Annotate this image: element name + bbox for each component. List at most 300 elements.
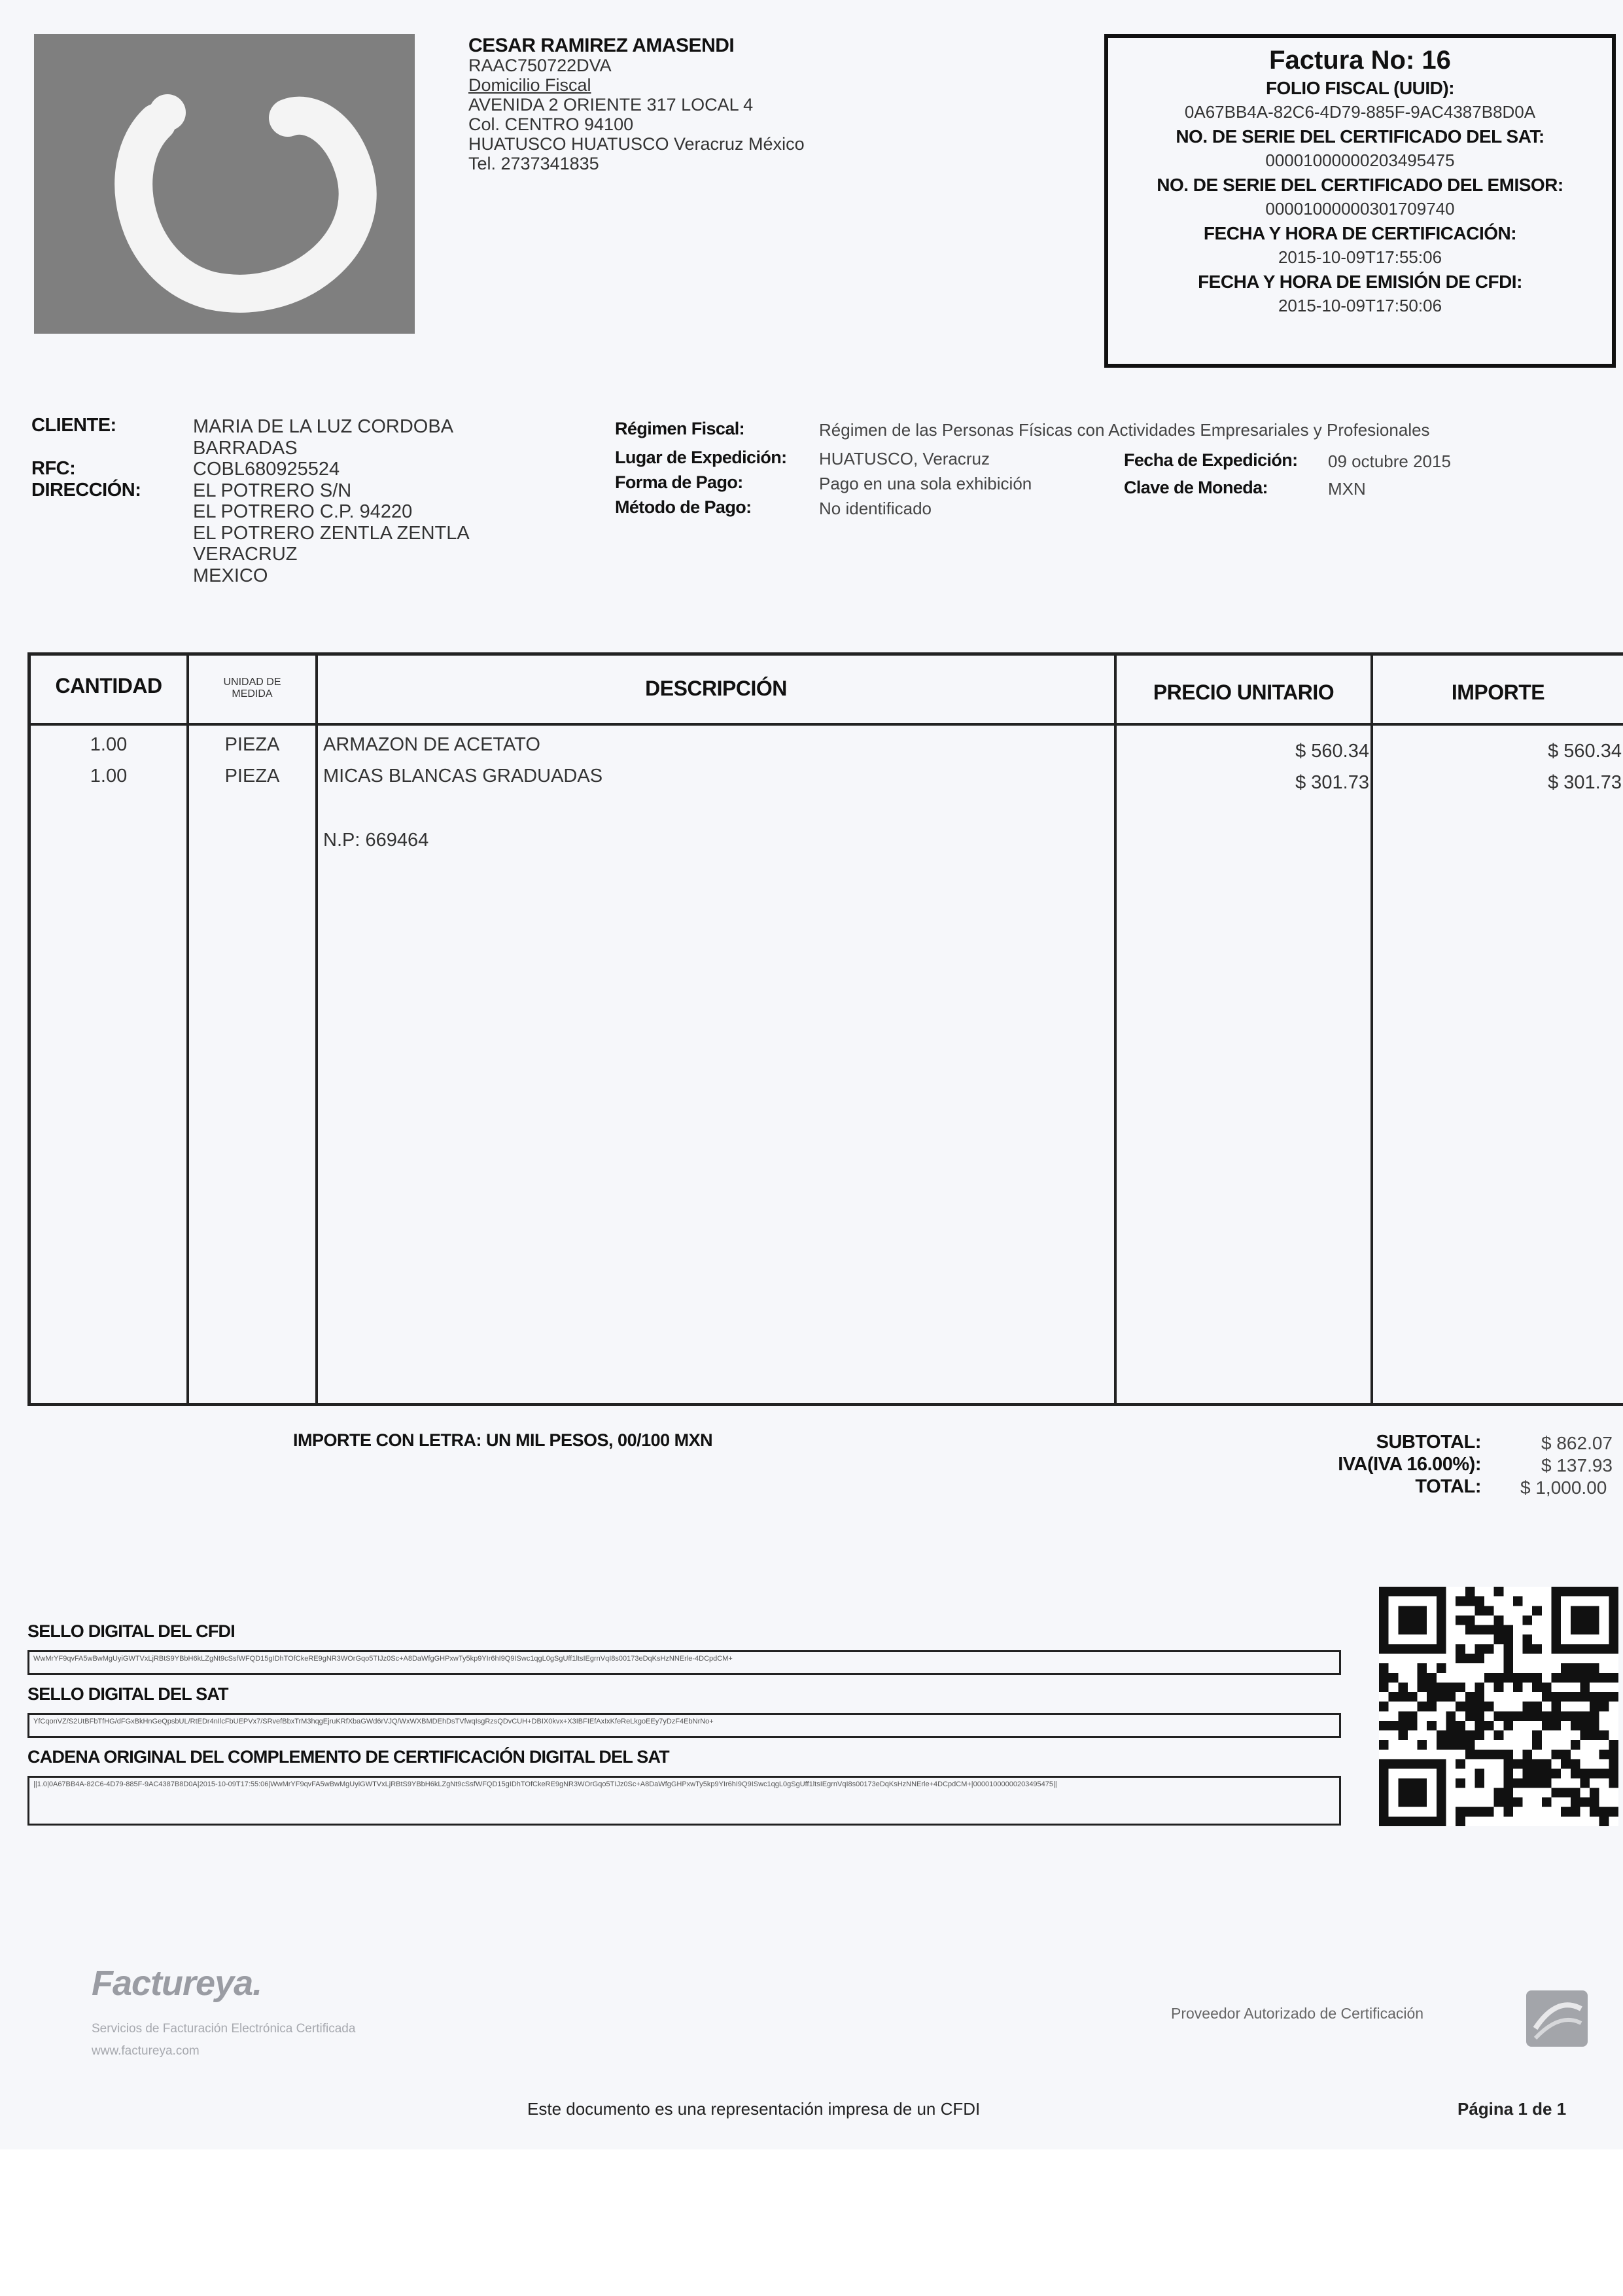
- qr-module: [1484, 1702, 1494, 1712]
- qr-module: [1542, 1692, 1552, 1702]
- qr-module: [1418, 1788, 1427, 1797]
- qr-module: [1475, 1692, 1484, 1702]
- qr-module: [1542, 1711, 1552, 1721]
- qr-module: [1408, 1644, 1418, 1654]
- qr-module: [1571, 1673, 1580, 1683]
- row1-unidad: PIEZA: [224, 734, 280, 755]
- folio-label: FOLIO FISCAL (UUID):: [1265, 78, 1455, 98]
- qr-module: [1408, 1625, 1418, 1635]
- direccion-label: DIRECCIÓN:: [31, 480, 141, 501]
- emitter-info: [468, 36, 952, 173]
- qr-module: [1398, 1587, 1408, 1597]
- qr-module: [1456, 1807, 1465, 1817]
- qr-module: [1437, 1663, 1446, 1673]
- qr-module: [1484, 1807, 1494, 1817]
- qr-module: [1494, 1616, 1504, 1625]
- qr-module: [1456, 1759, 1465, 1769]
- header-unidad-line1: UNIDAD DE: [223, 677, 281, 688]
- factureya-tagline: Servicios de Facturación Electrónica Certificada: [92, 2022, 356, 2036]
- qr-module: [1389, 1692, 1399, 1702]
- qr-module: [1475, 1653, 1484, 1663]
- qr-module: [1532, 1731, 1542, 1740]
- qr-module: [1532, 1740, 1542, 1750]
- qr-code: [1379, 1587, 1618, 1826]
- qr-module: [1523, 1711, 1533, 1721]
- qr-module: [1456, 1721, 1465, 1731]
- qr-module: [1552, 1788, 1562, 1797]
- header-precio: PRECIO UNITARIO: [1153, 680, 1335, 704]
- page-number: Página 1 de 1: [1457, 2099, 1567, 2119]
- qr-module: [1475, 1731, 1484, 1740]
- qr-module: [1503, 1625, 1513, 1635]
- row1-precio: $ 560.34: [1295, 741, 1369, 762]
- qr-module: [1465, 1702, 1475, 1712]
- qr-module: [1590, 1673, 1599, 1683]
- rfc-label: RFC:: [31, 458, 76, 479]
- qr-module: [1437, 1644, 1446, 1654]
- qr-module: [1561, 1807, 1571, 1817]
- col-divider: [1370, 652, 1373, 1406]
- col-divider: [315, 652, 318, 1406]
- qr-module: [1561, 1750, 1571, 1759]
- qr-module: [1571, 1797, 1580, 1807]
- row2-unidad: PIEZA: [224, 766, 280, 786]
- qr-module: [1418, 1587, 1427, 1597]
- qr-module: [1408, 1759, 1418, 1769]
- qr-module: [1418, 1616, 1427, 1625]
- emitter-name: CESAR RAMIREZ AMASENDI: [468, 35, 735, 56]
- qr-module: [1523, 1616, 1533, 1625]
- qr-module: [1513, 1673, 1523, 1683]
- qr-module: [1379, 1634, 1389, 1644]
- qr-module: [1552, 1721, 1562, 1731]
- sello-sat-label: SELLO DIGITAL DEL SAT: [27, 1684, 228, 1704]
- qr-module: [1580, 1644, 1590, 1654]
- emitter-rfc: RAAC750722DVA: [468, 56, 612, 75]
- qr-module: [1427, 1587, 1437, 1597]
- qr-module: [1398, 1797, 1408, 1807]
- qr-module: [1580, 1625, 1590, 1635]
- row2-precio: $ 301.73: [1295, 772, 1369, 793]
- qr-module: [1590, 1721, 1599, 1731]
- qr-module: [1503, 1807, 1513, 1817]
- qr-module: [1599, 1807, 1609, 1817]
- qr-module: [1408, 1616, 1418, 1625]
- importe-letra-value: UN MIL PESOS, 00/100 MXN: [486, 1430, 713, 1450]
- emitter-address-3: HUATUSCO HUATUSCO Veracruz México: [468, 134, 805, 154]
- qr-module: [1561, 1711, 1571, 1721]
- lugar-value: HUATUSCO, Veracruz: [819, 449, 990, 468]
- qr-module: [1599, 1816, 1609, 1826]
- header-descripcion: DESCRIPCIÓN: [645, 677, 787, 700]
- qr-module: [1503, 1711, 1513, 1721]
- qr-module: [1408, 1606, 1418, 1616]
- qr-module: [1590, 1663, 1599, 1673]
- qr-module: [1561, 1673, 1571, 1683]
- qr-module: [1379, 1616, 1389, 1625]
- qr-module: [1571, 1616, 1580, 1625]
- qr-module: [1523, 1702, 1533, 1712]
- qr-module: [1475, 1644, 1484, 1654]
- qr-module: [1513, 1759, 1523, 1769]
- qr-module: [1571, 1759, 1580, 1769]
- qr-module: [1456, 1778, 1465, 1788]
- forma-pago-value: Pago en una sola exhibición: [819, 474, 1032, 493]
- qr-module: [1561, 1644, 1571, 1654]
- qr-module: [1590, 1692, 1599, 1702]
- qr-module: [1552, 1673, 1562, 1683]
- qr-module: [1513, 1682, 1523, 1692]
- qr-module: [1580, 1616, 1590, 1625]
- qr-module: [1379, 1644, 1389, 1654]
- qr-module: [1427, 1721, 1437, 1731]
- qr-module: [1552, 1769, 1562, 1778]
- qr-module: [1456, 1653, 1465, 1663]
- qr-module: [1418, 1625, 1427, 1635]
- client-info: [193, 416, 585, 586]
- qr-module: [1398, 1644, 1408, 1654]
- qr-module: [1408, 1711, 1418, 1721]
- qr-module: [1484, 1644, 1494, 1654]
- qr-module: [1552, 1634, 1562, 1644]
- row2-cantidad: 1.00: [90, 766, 128, 786]
- qr-module: [1552, 1606, 1562, 1616]
- qr-module: [1494, 1731, 1504, 1740]
- qr-module: [1580, 1673, 1590, 1683]
- qr-module: [1503, 1673, 1513, 1683]
- total-value: $ 1,000.00: [1520, 1477, 1607, 1498]
- qr-module: [1552, 1625, 1562, 1635]
- qr-module: [1599, 1750, 1609, 1759]
- qr-module: [1609, 1597, 1618, 1606]
- qr-module: [1379, 1797, 1389, 1807]
- qr-module: [1552, 1587, 1562, 1597]
- qr-module: [1542, 1778, 1552, 1788]
- qr-module: [1465, 1731, 1475, 1740]
- qr-module: [1418, 1740, 1427, 1750]
- qr-module: [1418, 1702, 1427, 1712]
- qr-module: [1418, 1682, 1427, 1692]
- sello-cfdi-value: WwMrYF9qvFA5wBwMgUyiGWTVxLjRBtS9YBbH6kLZgNt9cSsfWFQD15gIDhTOfCkeRE9gNR3WOrGqo5TIJz0Sc+A8DaWfgGHPxwTy5kp9YIr6hI9Q9ISwc1qgL0gSgUff1ltsIEgrnVqI8s00173eDqKsHzNNErle-4DCpdCM+: [27, 1650, 1341, 1675]
- qr-module: [1484, 1673, 1494, 1683]
- cfdi-note: Este documento es una representación impresa de un CFDI: [527, 2099, 981, 2119]
- qr-module: [1427, 1759, 1437, 1769]
- qr-module: [1580, 1797, 1590, 1807]
- qr-module: [1590, 1711, 1599, 1721]
- qr-module: [1465, 1750, 1475, 1759]
- qr-module: [1437, 1606, 1446, 1616]
- header-importe: IMPORTE: [1451, 680, 1545, 704]
- qr-module: [1580, 1682, 1590, 1692]
- qr-module: [1571, 1625, 1580, 1635]
- qr-module: [1408, 1721, 1418, 1731]
- qr-module: [1398, 1625, 1408, 1635]
- qr-module: [1552, 1597, 1562, 1606]
- qr-module: [1599, 1702, 1609, 1712]
- qr-module: [1389, 1673, 1399, 1683]
- qr-module: [1609, 1740, 1618, 1750]
- qr-module: [1532, 1682, 1542, 1692]
- proveedor-text: Proveedor Autorizado de Certificación: [1171, 2005, 1424, 2022]
- emitter-address-1: AVENIDA 2 ORIENTE 317 LOCAL 4: [468, 95, 754, 115]
- qr-module: [1408, 1778, 1418, 1788]
- qr-module: [1465, 1616, 1475, 1625]
- qr-module: [1408, 1788, 1418, 1797]
- client-name-1: MARIA DE LA LUZ CORDOBA: [193, 416, 454, 437]
- qr-module: [1408, 1587, 1418, 1597]
- qr-module: [1475, 1682, 1484, 1692]
- row1-cantidad: 1.00: [90, 734, 128, 755]
- qr-module: [1437, 1597, 1446, 1606]
- qr-module: [1561, 1663, 1571, 1673]
- qr-module: [1465, 1653, 1475, 1663]
- qr-module: [1552, 1692, 1562, 1702]
- row2-descripcion: MICAS BLANCAS GRADUADAS: [323, 766, 603, 786]
- qr-module: [1590, 1625, 1599, 1635]
- qr-module: [1465, 1587, 1475, 1597]
- qr-module: [1523, 1750, 1533, 1759]
- qr-module: [1456, 1702, 1465, 1712]
- qr-module: [1523, 1778, 1533, 1788]
- qr-module: [1379, 1702, 1389, 1712]
- client-rfc: COBL680925524: [193, 459, 340, 480]
- qr-module: [1599, 1731, 1609, 1740]
- qr-module: [1532, 1759, 1542, 1769]
- qr-module: [1523, 1673, 1533, 1683]
- qr-module: [1523, 1769, 1533, 1778]
- qr-module: [1571, 1788, 1580, 1797]
- qr-module: [1398, 1682, 1408, 1692]
- qr-module: [1503, 1788, 1513, 1797]
- qr-module: [1609, 1692, 1618, 1702]
- qr-module: [1580, 1606, 1590, 1616]
- qr-module: [1523, 1634, 1533, 1644]
- subtotal-label: SUBTOTAL:: [1376, 1432, 1481, 1453]
- forma-pago-label: Forma de Pago:: [615, 472, 743, 492]
- qr-module: [1532, 1711, 1542, 1721]
- qr-module: [1398, 1711, 1408, 1721]
- factura-number: Factura No: 16: [1269, 46, 1451, 75]
- qr-module: [1465, 1692, 1475, 1702]
- qr-module: [1475, 1721, 1484, 1731]
- qr-module: [1484, 1606, 1494, 1616]
- qr-module: [1418, 1644, 1427, 1654]
- qr-module: [1571, 1711, 1580, 1721]
- fecha-emision-label: FECHA Y HORA DE EMISIÓN DE CFDI:: [1198, 272, 1522, 292]
- qr-module: [1427, 1644, 1437, 1654]
- qr-module: [1408, 1692, 1418, 1702]
- qr-module: [1484, 1750, 1494, 1759]
- importe-letra-label: IMPORTE CON LETRA:: [293, 1430, 481, 1450]
- qr-module: [1532, 1769, 1542, 1778]
- sello-sat-value: YfCqonVZ/S2UtBFbTfHG/dFGxBkHnGeQpsbUL/RtEDr4nIlcFbUEPVx7/SRvefBbxTrM3hqgEjruKRfXbaGWd6rVJQ/WxWXBMDEhDsTVfwqIsgRzsQDvCUH+DBIX0kvx+X3IBFIEfAxIxKfeReLkgoEEy7yDzF4EbNrNo+: [27, 1713, 1341, 1738]
- qr-module: [1552, 1711, 1562, 1721]
- row2-importe: $ 301.73: [1548, 772, 1622, 793]
- qr-module: [1389, 1644, 1399, 1654]
- qr-module: [1561, 1788, 1571, 1797]
- qr-module: [1475, 1807, 1484, 1817]
- qr-module: [1571, 1692, 1580, 1702]
- qr-module: [1398, 1778, 1408, 1788]
- metodo-pago-value: No identificado: [819, 499, 932, 518]
- emitter-phone: Tel. 2737341835: [468, 154, 599, 173]
- qr-module: [1456, 1682, 1465, 1692]
- qr-module: [1609, 1750, 1618, 1759]
- row1-descripcion: ARMAZON DE ACETATO: [323, 734, 540, 755]
- qr-module: [1532, 1673, 1542, 1683]
- qr-module: [1398, 1616, 1408, 1625]
- qr-module: [1456, 1816, 1465, 1826]
- qr-module: [1398, 1721, 1408, 1731]
- qr-module: [1609, 1606, 1618, 1616]
- iva-value: $ 137.93: [1541, 1455, 1613, 1475]
- iva-label: IVA(IVA 16.00%):: [1338, 1454, 1481, 1475]
- np-note: N.P: 669464: [323, 830, 429, 851]
- qr-module: [1580, 1778, 1590, 1788]
- qr-module: [1580, 1711, 1590, 1721]
- header-unidad-line2: MEDIDA: [232, 688, 273, 699]
- factureya-url: www.factureya.com: [92, 2044, 200, 2058]
- qr-module: [1609, 1759, 1618, 1769]
- qr-module: [1609, 1587, 1618, 1597]
- qr-module: [1590, 1769, 1599, 1778]
- qr-module: [1552, 1702, 1562, 1712]
- metodo-pago-label: Método de Pago:: [615, 497, 752, 517]
- qr-module: [1456, 1740, 1465, 1750]
- qr-module: [1494, 1634, 1504, 1644]
- moneda-value: MXN: [1328, 479, 1366, 499]
- qr-module: [1484, 1721, 1494, 1731]
- qr-module: [1418, 1663, 1427, 1673]
- qr-module: [1437, 1634, 1446, 1644]
- qr-module: [1503, 1797, 1513, 1807]
- qr-module: [1513, 1711, 1523, 1721]
- scan-margin: [0, 2149, 1623, 2296]
- factureya-brand: Factureya.: [92, 1964, 262, 2003]
- qr-module: [1503, 1653, 1513, 1663]
- qr-module: [1389, 1587, 1399, 1597]
- qr-module: [1427, 1682, 1437, 1692]
- client-address-5: MEXICO: [193, 565, 268, 586]
- qr-module: [1379, 1788, 1389, 1797]
- qr-module: [1465, 1807, 1475, 1817]
- sello-cfdi-label: SELLO DIGITAL DEL CFDI: [27, 1621, 235, 1641]
- qr-module: [1609, 1673, 1618, 1683]
- qr-module: [1437, 1587, 1446, 1597]
- cert-sat-label: NO. DE SERIE DEL CERTIFICADO DEL SAT:: [1176, 126, 1544, 147]
- qr-module: [1513, 1797, 1523, 1807]
- qr-module: [1590, 1616, 1599, 1625]
- qr-module: [1609, 1769, 1618, 1778]
- qr-module: [1446, 1711, 1456, 1721]
- qr-module: [1571, 1721, 1580, 1731]
- qr-module: [1456, 1731, 1465, 1740]
- qr-module: [1437, 1759, 1446, 1769]
- qr-module: [1599, 1769, 1609, 1778]
- qr-module: [1609, 1644, 1618, 1654]
- qr-module: [1465, 1711, 1475, 1721]
- qr-module: [1398, 1606, 1408, 1616]
- pac-seal-icon: [1521, 1983, 1593, 2055]
- cert-sat-value: 00001000000203495475: [1265, 150, 1455, 170]
- header-unidad: [189, 677, 315, 700]
- qr-module: [1609, 1807, 1618, 1817]
- qr-module: [1437, 1740, 1446, 1750]
- qr-module: [1379, 1673, 1389, 1683]
- qr-module: [1542, 1797, 1552, 1807]
- qr-module: [1532, 1644, 1542, 1654]
- qr-module: [1475, 1769, 1484, 1778]
- qr-module: [1503, 1750, 1513, 1759]
- qr-module: [1494, 1673, 1504, 1683]
- qr-module: [1590, 1702, 1599, 1712]
- qr-module: [1446, 1740, 1456, 1750]
- qr-module: [1542, 1759, 1552, 1769]
- qr-module: [1379, 1682, 1389, 1692]
- qr-module: [1580, 1731, 1590, 1740]
- qr-module: [1542, 1721, 1552, 1731]
- qr-module: [1599, 1587, 1609, 1597]
- qr-module: [1475, 1750, 1484, 1759]
- qr-module: [1552, 1616, 1562, 1625]
- qr-module: [1503, 1759, 1513, 1769]
- qr-module: [1446, 1692, 1456, 1702]
- qr-module: [1379, 1597, 1389, 1606]
- qr-module: [1503, 1644, 1513, 1654]
- qr-module: [1446, 1682, 1456, 1692]
- qr-module: [1571, 1807, 1580, 1817]
- cadena-original-value: ||1.0|0A67BB4A-82C6-4D79-885F-9AC4387B8D0A|2015-10-09T17:55:06|WwMrYF9qvFA5wBwMgUyiGWTVxLjRBtS9YBbH6kLZgNt9cSsfWFQD15gIDhTOfCkeRE9gNR3WOrGqo5TIJz0Sc+A8DaWfgGHPxwTy5kp9YIr6hI9Q9ISwc1qgL0gSgUff1ltsIEgrnVqI8s00173eDqKsHzNNErle+4DCpdCM+|00001000000203495475||: [27, 1776, 1341, 1826]
- qr-module: [1590, 1731, 1599, 1740]
- qr-module: [1465, 1740, 1475, 1750]
- qr-module: [1418, 1759, 1427, 1769]
- qr-module: [1389, 1816, 1399, 1826]
- qr-module: [1446, 1721, 1456, 1731]
- qr-module: [1408, 1816, 1418, 1826]
- qr-module: [1590, 1797, 1599, 1807]
- total-label: TOTAL:: [1415, 1476, 1481, 1497]
- qr-module: [1437, 1616, 1446, 1625]
- emitter-address-2: Col. CENTRO 94100: [468, 115, 634, 134]
- importe-letra: [293, 1430, 712, 1451]
- qr-module: [1427, 1692, 1437, 1702]
- qr-module: [1437, 1778, 1446, 1788]
- qr-module: [1503, 1634, 1513, 1644]
- qr-module: [1552, 1750, 1562, 1759]
- qr-module: [1542, 1769, 1552, 1778]
- qr-module: [1580, 1692, 1590, 1702]
- qr-module: [1580, 1663, 1590, 1673]
- qr-module: [1475, 1711, 1484, 1721]
- qr-module: [1609, 1616, 1618, 1625]
- qr-module: [1465, 1597, 1475, 1606]
- qr-module: [1532, 1778, 1542, 1788]
- qr-module: [1427, 1673, 1437, 1683]
- qr-module: [1418, 1816, 1427, 1826]
- qr-module: [1571, 1587, 1580, 1597]
- qr-module: [1437, 1682, 1446, 1692]
- qr-module: [1379, 1721, 1389, 1731]
- qr-module: [1532, 1606, 1542, 1616]
- qr-module: [1552, 1644, 1562, 1654]
- client-address-2: EL POTRERO C.P. 94220: [193, 501, 413, 522]
- qr-module: [1494, 1797, 1504, 1807]
- qr-module: [1532, 1702, 1542, 1712]
- qr-module: [1475, 1625, 1484, 1635]
- qr-module: [1590, 1788, 1599, 1797]
- qr-module: [1513, 1778, 1523, 1788]
- qr-module: [1418, 1778, 1427, 1788]
